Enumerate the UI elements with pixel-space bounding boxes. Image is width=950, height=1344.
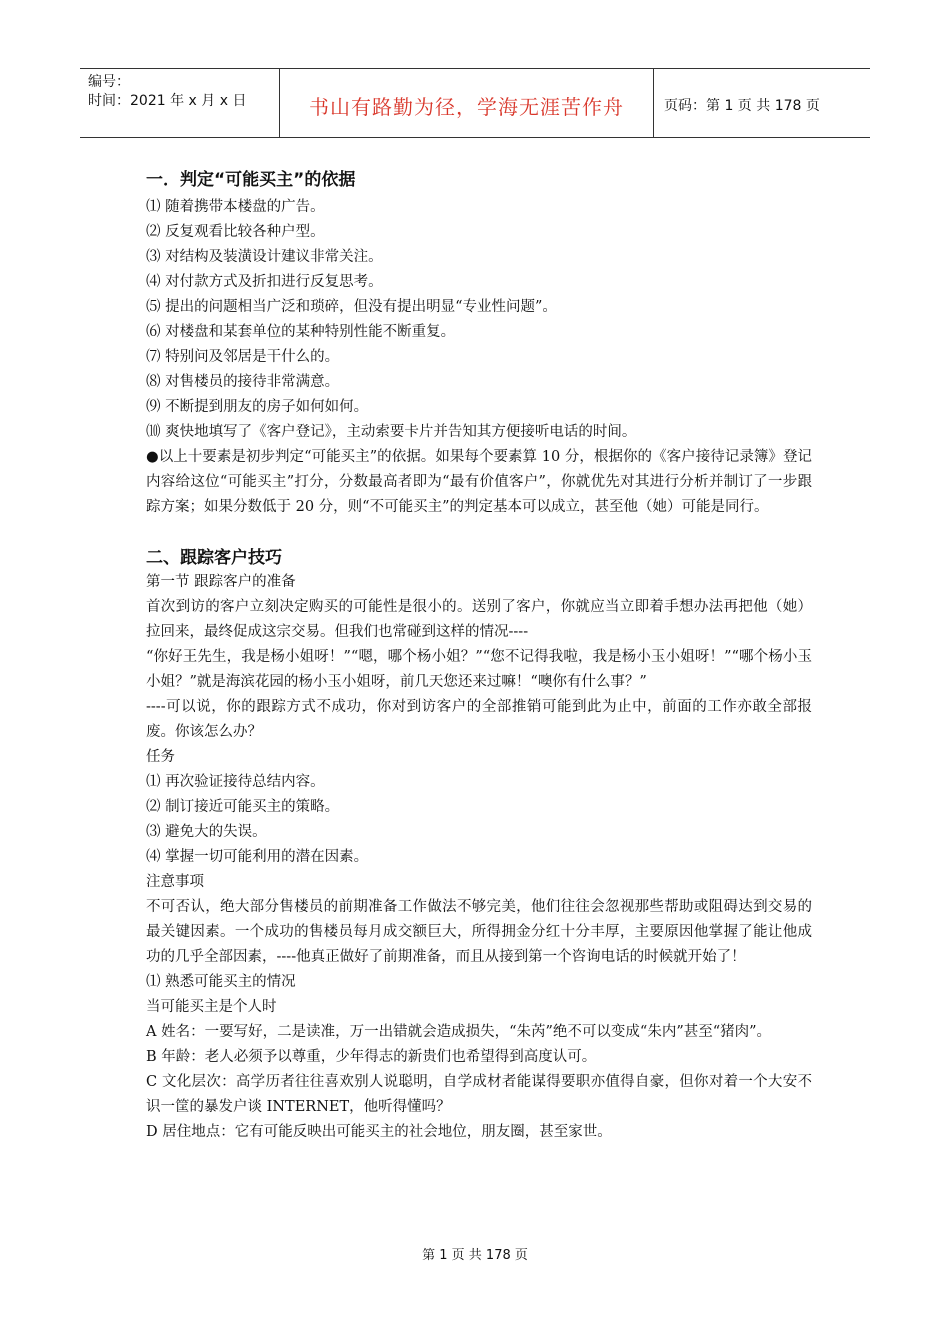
paragraph: B 年龄：老人必须予以尊重，少年得志的新贵们也希望得到高度认可。: [146, 1049, 597, 1065]
section1-summary: ●以上十要素是初步判定“可能买主”的依据。如果每个要素算 10 分，根据你的《客户接待记录簿》登记内容给这位“可能买主”打分，分数最高者即为“最有价值客户”，你就优先对其进行分析并制订了一步跟踪方案；如果分数低于 20 分，则“不可能买主”的判定基本可以成立，甚至他（她）可能是同行。: [146, 449, 812, 515]
paragraph: 第一节 跟踪客户的准备: [146, 574, 296, 590]
list-item: ⑴ 随着携带本楼盘的广告。: [146, 199, 325, 215]
paragraph: 注意事项: [146, 874, 204, 890]
paragraph: ⑴ 再次验证接待总结内容。: [146, 774, 325, 790]
header-number: 编号：: [88, 74, 130, 90]
header-date: 时间：2021 年 x 月 x 日: [88, 93, 247, 109]
paragraph: ⑴ 熟悉可能买主的情况: [146, 974, 296, 990]
paragraph: 当可能买主是个人时: [146, 999, 277, 1015]
paragraph: 首次到访的客户立刻决定购买的可能性是很小的。送别了客户，你就应当立即着手想办法再把他（她）拉回来，最终促成这宗交易。但我们也常碰到这样的情况----: [146, 599, 812, 640]
paragraph: ----可以说，你的跟踪方式不成功，你对到访客户的全部推销可能到此为止中，前面的工作亦敢全部报废。你该怎么办？: [146, 699, 812, 740]
paragraph: D 居住地点：它有可能反映出可能买主的社会地位，朋友圈，甚至家世。: [146, 1124, 612, 1140]
header-page-info: 页码：第 1 页 共 178 页: [664, 98, 820, 114]
paragraph: C 文化层次：高学历者往往喜欢别人说聪明，自学成材者能谋得要职亦值得自豪，但你对着一个大安不识一筐的暴发户谈 INTERNET，他听得懂吗？: [146, 1074, 812, 1115]
paragraph: 不可否认，绝大部分售楼员的前期准备工作做法不够完美，他们往往会忽视那些帮助或阻碍达到交易的最关键因素。一个成功的售楼员每月成交额巨大，所得拥金分红十分丰厚，主要原因他掌握了能让他成功的几乎全部因素，----他真正做好了前期准备，而且从接到第一个咨询电话的时候就开始了！: [146, 899, 812, 965]
page-footer: 第 1 页 共 178 页: [422, 1248, 528, 1263]
list-item: ⑽ 爽快地填写了《客户登记》，主动索要卡片并告知其方便接听电话的时间。: [146, 424, 637, 440]
paragraph: A 姓名：一要写好，二是读准，万一出错就会造成损失，“朱芮”绝不可以变成“朱内”甚至“猪肉”。: [146, 1024, 772, 1040]
list-item: ⑷ 对付款方式及折扣进行反复思考。: [146, 274, 383, 290]
section1-list: [146, 195, 812, 445]
section1-title: 一．判定“可能买主”的依据: [146, 170, 356, 190]
paragraph: ⑵ 制订接近可能买主的策略。: [146, 799, 340, 815]
paragraph: 任务: [146, 749, 175, 765]
section2-title: 二、跟踪客户技巧: [146, 548, 282, 568]
header-motto: 书山有路勤为径，学海无涯苦作舟: [280, 69, 654, 137]
list-item: ⑼ 不断提到朋友的房子如何如何。: [146, 399, 369, 415]
list-item: ⑹ 对楼盘和某套单位的某种特别性能不断重复。: [146, 324, 456, 340]
section2-body: [146, 570, 812, 1145]
list-item: ⑺ 特别问及邻居是干什么的。: [146, 349, 340, 365]
page-header: [80, 68, 870, 138]
list-item: ⑶ 对结构及装潢设计建议非常关注。: [146, 249, 383, 265]
paragraph: “你好王先生，我是杨小姐呀！”“嗯，哪个杨小姐？”“您不记得我啦，我是杨小玉小姐呀！”“哪个杨小玉小姐？”就是海滨花园的杨小玉小姐呀，前几天您还来过嘛！“噢你有什么事？”: [146, 649, 812, 690]
list-item: ⑻ 对售楼员的接待非常满意。: [146, 374, 340, 390]
document-body: [146, 168, 812, 1145]
header-meta: [80, 69, 280, 137]
paragraph: ⑶ 避免大的失误。: [146, 824, 267, 840]
list-item: ⑵ 反复观看比较各种户型。: [146, 224, 325, 240]
list-item: ⑸ 提出的问题相当广泛和琐碎，但没有提出明显“专业性问题”。: [146, 299, 557, 315]
paragraph: ⑷ 掌握一切可能利用的潜在因素。: [146, 849, 369, 865]
